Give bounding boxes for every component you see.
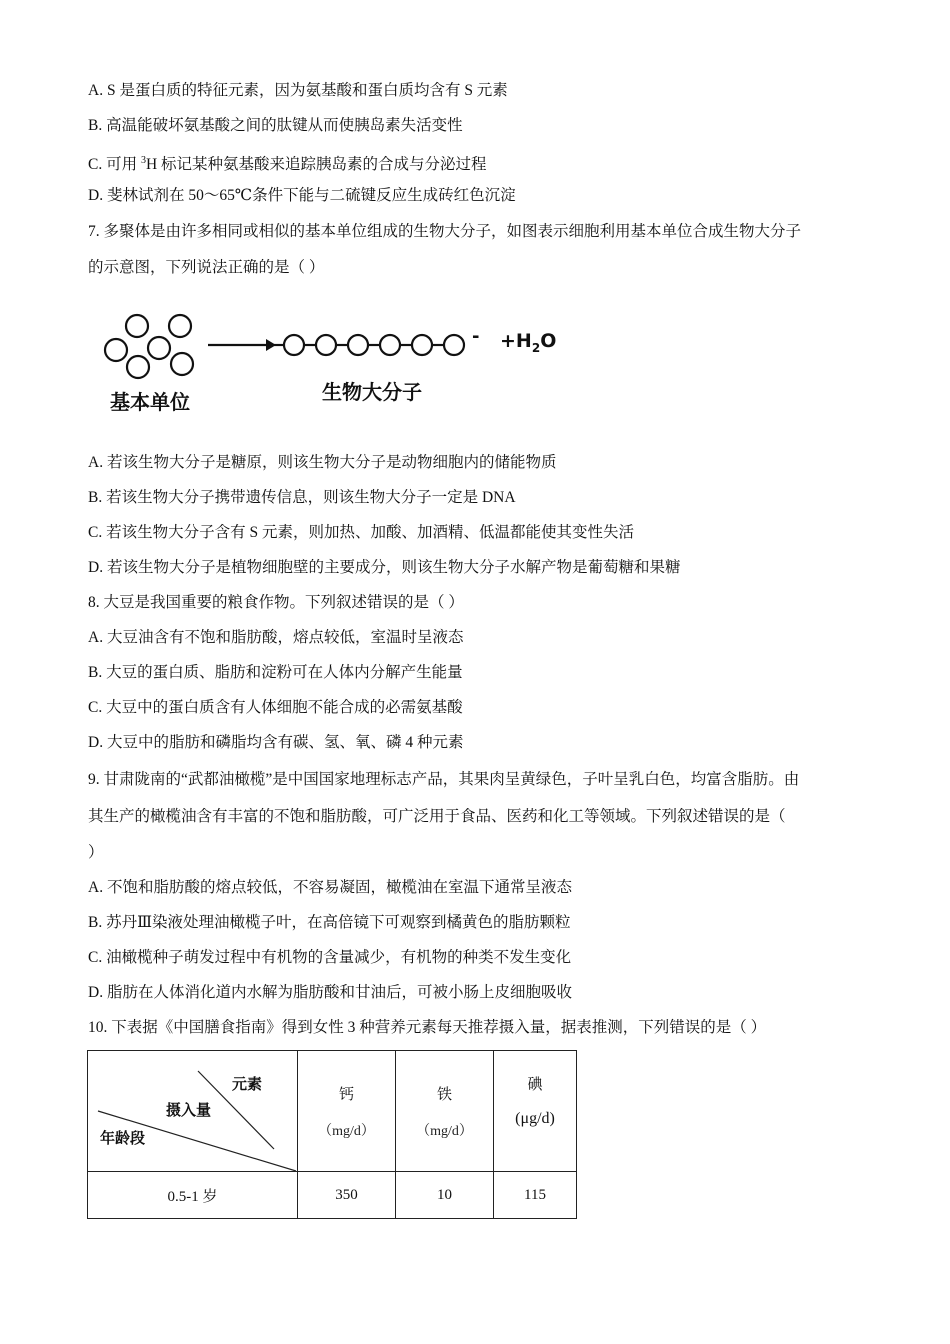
chain-unit bbox=[380, 335, 400, 355]
water-product bbox=[500, 330, 556, 355]
chain-unit bbox=[284, 335, 304, 355]
q6-option-c bbox=[88, 150, 487, 176]
diagonal-header-cell bbox=[88, 1051, 298, 1172]
q9-stem-line1: 9. 甘肃陇南的“武都油橄榄”是中国国家地理标志产品，其果肉呈黄绿色，子叶呈乳白色，均富含脂肪。由 bbox=[88, 771, 800, 788]
water-product-h: +H bbox=[500, 330, 532, 352]
chain-unit bbox=[316, 335, 336, 355]
row-iron: 10 bbox=[396, 1172, 494, 1219]
q7-stem-line2: 的示意图，下列说法正确的是（ ） bbox=[88, 259, 325, 276]
q8-option-a: A. 大豆油含有不饱和脂肪酸，熔点较低，室温时呈液态 bbox=[88, 629, 464, 646]
polymer-figure bbox=[96, 308, 566, 420]
q9-option-b: B. 苏丹Ⅲ染液处理油橄榄子叶，在高倍镜下可观察到橘黄色的脂肪颗粒 bbox=[88, 914, 571, 931]
row-age: 0.5-1 岁 bbox=[88, 1172, 298, 1219]
table-header-row bbox=[88, 1051, 577, 1172]
q6-option-d: D. 斐林试剂在 50～65℃条件下能与二硫键反应生成砖红色沉淀 bbox=[88, 187, 516, 204]
q9-option-d: D. 脂肪在人体消化道内水解为脂肪酸和甘油后，可被小肠上皮细胞吸收 bbox=[88, 984, 572, 1001]
water-product-o: O bbox=[540, 330, 557, 352]
calcium-name: 钙 bbox=[338, 1086, 354, 1103]
monomer-label: 基本单位 bbox=[110, 390, 190, 414]
q8-option-d: D. 大豆中的脂肪和磷脂均含有碳、氢、氧、磷 4 种元素 bbox=[88, 734, 464, 751]
iodine-name: 碘 bbox=[527, 1076, 543, 1093]
water-product-sub: 2 bbox=[531, 340, 541, 355]
nutrient-table bbox=[87, 1050, 577, 1219]
chain-unit bbox=[444, 335, 464, 355]
q8-option-c: C. 大豆中的蛋白质含有人体细胞不能合成的必需氨基酸 bbox=[88, 699, 463, 716]
q7-option-b: B. 若该生物大分子携带遗传信息，则该生物大分子一定是 DNA bbox=[88, 489, 516, 506]
monomer-circle bbox=[105, 339, 127, 361]
monomer-circle bbox=[127, 356, 149, 378]
monomer-circle bbox=[171, 353, 193, 375]
header-iron bbox=[396, 1051, 494, 1172]
q9-stem-line3: ） bbox=[88, 844, 104, 861]
chain-dash: - bbox=[472, 326, 480, 347]
q6c-superscript: 3 bbox=[140, 155, 146, 166]
monomer-circle bbox=[126, 315, 148, 337]
q7-option-a: A. 若该生物大分子是糖原，则该生物大分子是动物细胞内的储能物质 bbox=[88, 454, 557, 471]
q7-stem-line1: 7. 多聚体是由许多相同或相似的基本单位组成的生物大分子，如图表示细胞利用基本单位合成生物大分子 bbox=[88, 223, 802, 240]
header-iodine bbox=[494, 1051, 577, 1172]
iodine-unit: (μg/d) bbox=[515, 1109, 555, 1127]
chain-unit bbox=[348, 335, 368, 355]
header-age-label: 年龄段 bbox=[100, 1129, 146, 1147]
q6c-post: H 标记某种氨基酸来追踪胰岛素的合成与分泌过程 bbox=[145, 156, 487, 173]
calcium-unit: （mg/d） bbox=[318, 1123, 375, 1139]
q6-option-b: B. 高温能破坏氨基酸之间的肽键从而使胰岛素失活变性 bbox=[88, 117, 463, 134]
q7-option-c: C. 若该生物大分子含有 S 元素，则加热、加酸、加酒精、低温都能使其变性失活 bbox=[88, 524, 634, 541]
iron-unit: （mg/d） bbox=[416, 1123, 473, 1139]
header-intake-label: 摄入量 bbox=[166, 1101, 212, 1119]
row-calcium: 350 bbox=[298, 1172, 396, 1219]
header-element-label: 元素 bbox=[232, 1075, 263, 1093]
q7-option-d: D. 若该生物大分子是植物细胞壁的主要成分，则该生物大分子水解产物是葡萄糖和果糖 bbox=[88, 559, 681, 576]
row-iodine: 115 bbox=[494, 1172, 577, 1219]
q6-option-a: A. S 是蛋白质的特征元素，因为氨基酸和蛋白质均含有 S 元素 bbox=[88, 82, 508, 99]
monomer-circle bbox=[169, 315, 191, 337]
q10-stem: 10. 下表据《中国膳食指南》得到女性 3 种营养元素每天推荐摄入量，据表推测，下列错误的是（ ） bbox=[88, 1019, 767, 1036]
iron-name: 铁 bbox=[436, 1086, 452, 1103]
q9-option-a: A. 不饱和脂肪酸的熔点较低，不容易凝固，橄榄油在室温下通常呈液态 bbox=[88, 879, 572, 896]
table-row bbox=[88, 1172, 577, 1219]
arrow-head bbox=[266, 339, 276, 351]
header-calcium bbox=[298, 1051, 396, 1172]
q6c-pre: C. 可用 bbox=[88, 156, 138, 173]
chain-unit bbox=[412, 335, 432, 355]
monomer-circle bbox=[148, 337, 170, 359]
q8-stem: 8. 大豆是我国重要的粮食作物。下列叙述错误的是（ ） bbox=[88, 594, 464, 611]
q9-option-c: C. 油橄榄种子萌发过程中有机物的含量减少，有机物的种类不发生变化 bbox=[88, 949, 572, 966]
macromolecule-label: 生物大分子 bbox=[322, 380, 422, 404]
q9-stem-line2: 其生产的橄榄油含有丰富的不饱和脂肪酸，可广泛用于食品、医药和化工等领域。下列叙述错误的是（ bbox=[88, 808, 786, 825]
q8-option-b: B. 大豆的蛋白质、脂肪和淀粉可在人体内分解产生能量 bbox=[88, 664, 463, 681]
